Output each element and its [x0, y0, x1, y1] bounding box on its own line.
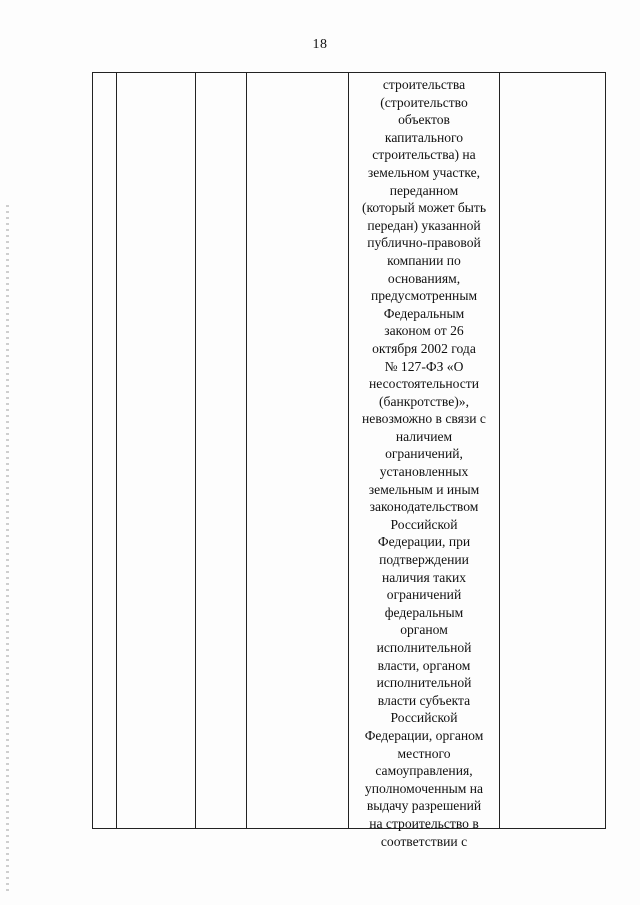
table-column-divider	[246, 73, 247, 829]
cell-line: Федерации, при	[377, 534, 471, 550]
cell-line: (который может быть	[361, 200, 487, 216]
cell-line: законом от 26	[384, 323, 464, 339]
table-column-divider	[348, 73, 349, 829]
cell-line: компании по	[387, 252, 461, 268]
scan-edge-artifact	[6, 205, 9, 895]
table-column-divider	[116, 73, 117, 829]
cell-line: Федерации, органом	[364, 727, 484, 743]
cell-line: Российской	[390, 516, 458, 532]
cell-line: строительства) на	[372, 147, 476, 163]
table-column-divider	[499, 73, 500, 829]
cell-line: основаниям,	[387, 270, 461, 286]
cell-line: (строительство	[380, 94, 468, 110]
cell-line: передан) указанной	[367, 217, 481, 233]
cell-line: ограничений,	[385, 446, 463, 462]
cell-line: выдачу разрешений	[366, 798, 482, 814]
cell-line: строительства	[382, 77, 466, 92]
cell-line: наличия таких	[381, 569, 467, 585]
cell-line: публично-правовой	[367, 235, 481, 251]
page-number: 18	[312, 37, 328, 52]
cell-line: № 127-ФЗ «О	[384, 358, 464, 374]
table-row-divider	[93, 828, 605, 829]
cell-line: капитального	[384, 129, 464, 145]
cell-line: несостоятельности	[368, 376, 480, 392]
cell-line: ограничений	[386, 587, 462, 603]
cell-line: наличием	[395, 428, 453, 444]
cell-line: невозможно в связи с	[362, 411, 486, 427]
cell-line: исполнительной	[376, 640, 472, 655]
cell-line: подтверждении	[379, 552, 469, 568]
cell-line: земельным и иным	[368, 481, 480, 497]
cell-line: местного	[397, 745, 451, 761]
cell-line: переданном	[389, 182, 459, 198]
cell-line: (банкротстве)»,	[379, 393, 469, 409]
cell-line: земельном участке,	[367, 164, 481, 180]
cell-line: самоуправления,	[375, 763, 473, 779]
cell-line: Российской	[390, 710, 458, 726]
table	[92, 72, 606, 849]
cell-line: предусмотренным	[370, 288, 478, 304]
cell-line: федеральным	[384, 604, 464, 620]
cell-line: власти субъекта	[377, 692, 471, 708]
cell-line: органом	[400, 622, 448, 638]
cell-line: объектов	[398, 112, 450, 128]
cell-line: октября 2002 года	[372, 340, 476, 356]
cell-line: исполнительной	[376, 675, 472, 691]
cell-line: соответствии с	[380, 833, 468, 849]
cell-line: власти, органом	[377, 657, 471, 673]
cell-line: установленных	[379, 464, 469, 480]
table-column-divider	[195, 73, 196, 829]
cell-line: законодательством	[369, 499, 479, 515]
cell-line: уполномоченным на	[364, 780, 484, 796]
cell-line: на строительство в	[369, 815, 479, 831]
table-cell-text	[351, 76, 497, 850]
cell-line: Федеральным	[383, 305, 465, 321]
